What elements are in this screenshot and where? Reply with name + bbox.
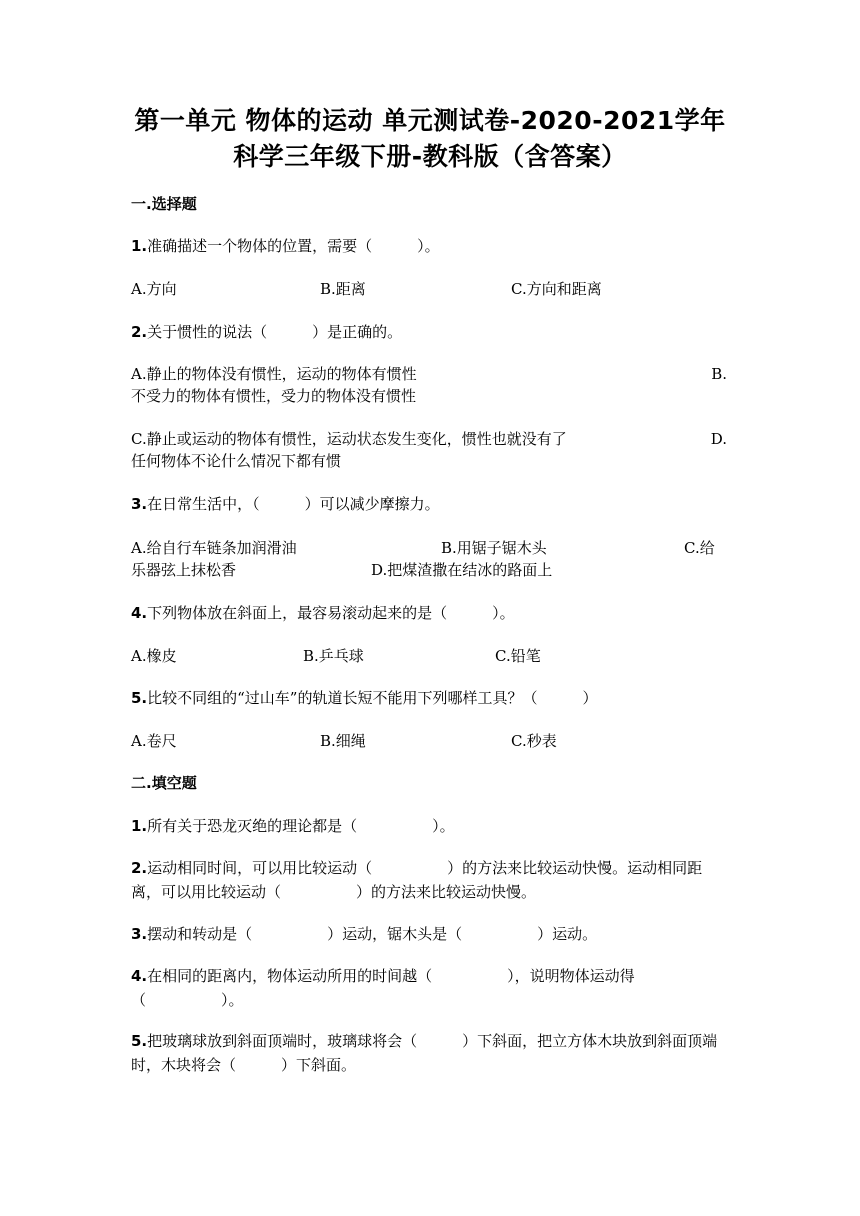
choice-question-4 xyxy=(131,601,729,625)
choice-3-option-b: B.用锯子锯木头 xyxy=(441,539,547,557)
fill-question-4 xyxy=(131,964,729,1012)
choice-2-option-a: A.静止的物体没有惯性，运动的物体有惯性 xyxy=(131,365,417,383)
choice-1-option-c: C.方向和距离 xyxy=(511,280,602,298)
question-number: 4. xyxy=(131,967,148,985)
question-text: 所有关于恐龙灭绝的理论都是（ ）。 xyxy=(147,817,455,835)
question-text: 关于惯性的说法（ ）是正确的。 xyxy=(147,323,403,341)
choice-question-2 xyxy=(131,320,729,344)
choice-4-option-a: A.橡皮 xyxy=(131,647,177,665)
choice-5-option-a: A.卷尺 xyxy=(131,732,177,750)
question-text: 摆动和转动是（ ）运动，锯木头是（ ）运动。 xyxy=(147,925,598,943)
choice-question-3 xyxy=(131,492,729,516)
question-text: 比较不同组的“过山车”的轨道长短不能用下列哪样工具？（ ） xyxy=(147,689,598,707)
question-text: 下列物体放在斜面上，最容易滚动起来的是（ ）。 xyxy=(147,604,515,622)
choice-question-1 xyxy=(131,234,729,258)
question-text: 在相同的距离内，物体运动所用的时间越（ ），说明物体运动得（ ）。 xyxy=(131,967,635,1009)
question-number: 3. xyxy=(131,925,148,943)
fill-question-5 xyxy=(131,1029,729,1077)
choice-2-option-b-label: B. xyxy=(711,365,727,383)
choice-3-option-c-label: C.给 xyxy=(684,539,715,557)
choice-1-option-a: A.方向 xyxy=(131,280,177,298)
question-text: 把玻璃球放到斜面顶端时，玻璃球将会（ ）下斜面，把立方体木块放到斜面顶端时，木块将会（ ）下斜面。 xyxy=(131,1032,718,1074)
choice-2-option-c: C.静止或运动的物体有惯性，运动状态发生变化，惯性也就没有了 xyxy=(131,430,567,448)
choice-2-option-d: 任何物体不论什么情况下都有惯 xyxy=(131,452,342,470)
title-line-2: 科学三年级下册-教科版（含答案） xyxy=(233,142,627,171)
choice-2-option-d-label: D. xyxy=(710,430,727,448)
fill-question-1 xyxy=(131,814,729,838)
choice-2-options-cd xyxy=(131,428,727,472)
section-heading-choice: 一.选择题 xyxy=(131,195,197,213)
question-number: 2. xyxy=(131,859,148,877)
choice-4-option-c: C.铅笔 xyxy=(495,647,541,665)
fill-question-2 xyxy=(131,856,729,904)
question-number: 1. xyxy=(131,817,148,835)
choice-5-option-c: C.秒表 xyxy=(511,732,557,750)
question-number: 3. xyxy=(131,495,148,513)
question-number: 2. xyxy=(131,323,148,341)
question-number: 1. xyxy=(131,237,148,255)
choice-question-5 xyxy=(131,686,729,710)
choice-5-option-b: B.细绳 xyxy=(320,732,366,750)
question-number: 4. xyxy=(131,604,148,622)
question-number: 5. xyxy=(131,689,148,707)
question-text: 在日常生活中，（ ）可以减少摩擦力。 xyxy=(147,495,440,513)
choice-2-option-b: 不受力的物体有惯性，受力的物体没有惯性 xyxy=(131,387,417,405)
choice-4-option-b: B.乒乓球 xyxy=(303,647,364,665)
section-heading-fill: 二.填空题 xyxy=(131,774,197,792)
question-text: 准确描述一个物体的位置，需要（ ）。 xyxy=(147,237,440,255)
question-text: 运动相同时间，可以用比较运动（ ）的方法来比较运动快慢。运动相同距离，可以用比较运动（ ）的方法来比较运动快慢。 xyxy=(131,859,703,901)
choice-2-options-ab xyxy=(131,363,727,407)
choice-3-option-c: 乐器弦上抹松香 xyxy=(131,561,237,579)
question-number: 5. xyxy=(131,1032,148,1050)
fill-question-3 xyxy=(131,922,729,946)
title-line-1: 第一单元 物体的运动 单元测试卷-2020-2021学年 xyxy=(134,106,726,135)
choice-3-option-a: A.给自行车链条加润滑油 xyxy=(131,539,297,557)
choice-3-option-d: D.把煤渣撒在结冰的路面上 xyxy=(371,561,553,579)
choice-1-option-b: B.距离 xyxy=(320,280,366,298)
